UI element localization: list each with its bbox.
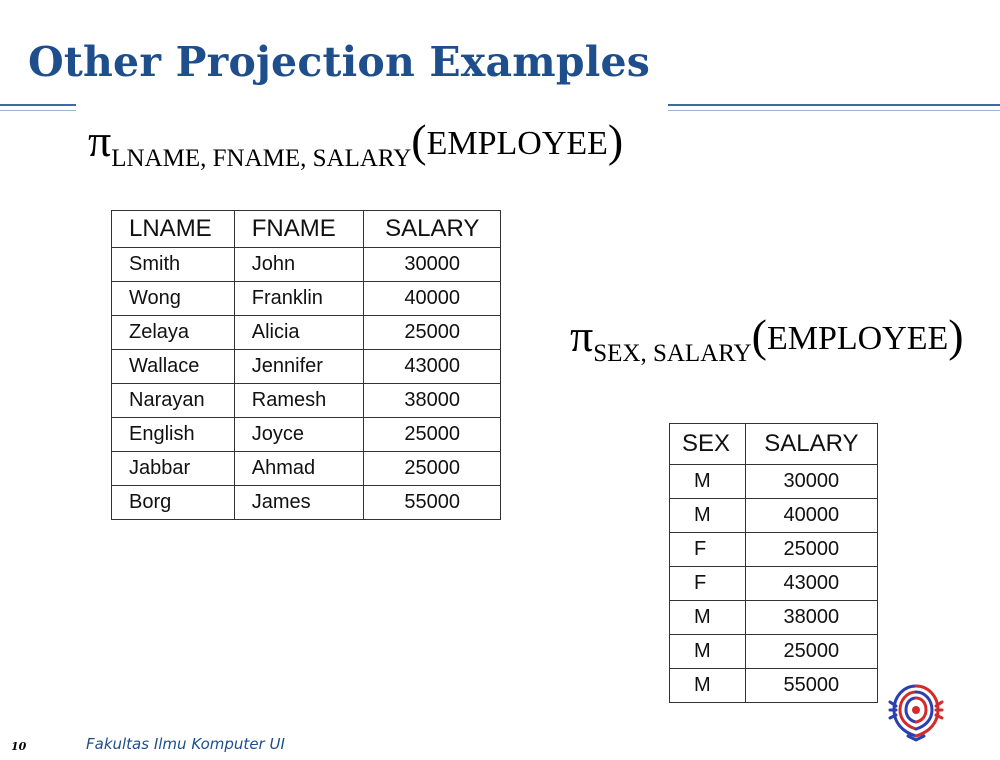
table-cell: Narayan	[112, 384, 235, 418]
table-cell: M	[670, 669, 746, 703]
projection-expression-2	[570, 310, 964, 367]
result-table-sex-salary	[669, 423, 878, 703]
close-paren: )	[948, 310, 964, 361]
table-cell: 30000	[364, 248, 501, 282]
table-cell: Franklin	[234, 282, 364, 316]
projection-expression-1	[88, 115, 624, 172]
table-row	[112, 418, 501, 452]
slide-number: 10	[11, 740, 27, 753]
table-cell: Wong	[112, 282, 235, 316]
table-cell: 25000	[364, 418, 501, 452]
table-cell: F	[670, 567, 746, 601]
column-header: SALARY	[745, 424, 877, 465]
table-cell: M	[670, 465, 746, 499]
table-row	[112, 452, 501, 486]
relation-name: EMPLOYEE	[766, 320, 949, 357]
table-cell: 55000	[364, 486, 501, 520]
table-cell: 25000	[364, 452, 501, 486]
projection-attributes: SEX, SALARY	[593, 340, 752, 367]
pi-symbol: π	[570, 310, 594, 361]
table-row	[112, 282, 501, 316]
table-cell: M	[670, 601, 746, 635]
table-row	[670, 567, 878, 601]
table-row	[112, 384, 501, 418]
table-cell: Wallace	[112, 350, 235, 384]
table-cell: 38000	[364, 384, 501, 418]
table-cell: Ramesh	[234, 384, 364, 418]
pi-symbol: π	[88, 115, 112, 166]
table-cell: Ahmad	[234, 452, 364, 486]
table-row	[112, 350, 501, 384]
column-header: FNAME	[234, 211, 364, 248]
table-cell: 38000	[745, 601, 877, 635]
table-cell: Zelaya	[112, 316, 235, 350]
table-cell: 25000	[745, 533, 877, 567]
table-cell: John	[234, 248, 364, 282]
table-cell: 40000	[364, 282, 501, 316]
table-cell: Joyce	[234, 418, 364, 452]
table-cell: M	[670, 499, 746, 533]
table-cell: Jennifer	[234, 350, 364, 384]
table-cell: 55000	[745, 669, 877, 703]
open-paren: (	[411, 115, 427, 166]
university-emblem-icon	[886, 680, 946, 742]
table-row	[112, 486, 501, 520]
table-cell: Alicia	[234, 316, 364, 350]
table-cell: F	[670, 533, 746, 567]
table-cell: 43000	[745, 567, 877, 601]
table-cell: Borg	[112, 486, 235, 520]
column-header: LNAME	[112, 211, 235, 248]
footer-text: Fakultas Ilmu Komputer UI	[86, 735, 285, 753]
table-cell: 25000	[364, 316, 501, 350]
table-header-row	[112, 211, 501, 248]
table-row	[670, 465, 878, 499]
table-row	[670, 499, 878, 533]
table-row	[112, 248, 501, 282]
table-header-row	[670, 424, 878, 465]
table-row	[112, 316, 501, 350]
slide-title: Other Projection Examples	[28, 38, 651, 86]
relation-name: EMPLOYEE	[426, 125, 608, 162]
result-table-lname-fname-salary	[111, 210, 501, 520]
table-cell: M	[670, 635, 746, 669]
table-row	[670, 669, 878, 703]
open-paren: (	[751, 310, 767, 361]
close-paren: )	[607, 115, 624, 166]
table-cell: English	[112, 418, 235, 452]
table-cell: James	[234, 486, 364, 520]
projection-attributes: LNAME, FNAME, SALARY	[111, 145, 412, 172]
table-cell: 43000	[364, 350, 501, 384]
table-row	[670, 601, 878, 635]
table-cell: 25000	[745, 635, 877, 669]
table-cell: 40000	[745, 499, 877, 533]
table-row	[670, 635, 878, 669]
table-row	[670, 533, 878, 567]
column-header: SALARY	[364, 211, 501, 248]
column-header: SEX	[670, 424, 746, 465]
table-cell: 30000	[745, 465, 877, 499]
table-cell: Jabbar	[112, 452, 235, 486]
table-cell: Smith	[112, 248, 235, 282]
